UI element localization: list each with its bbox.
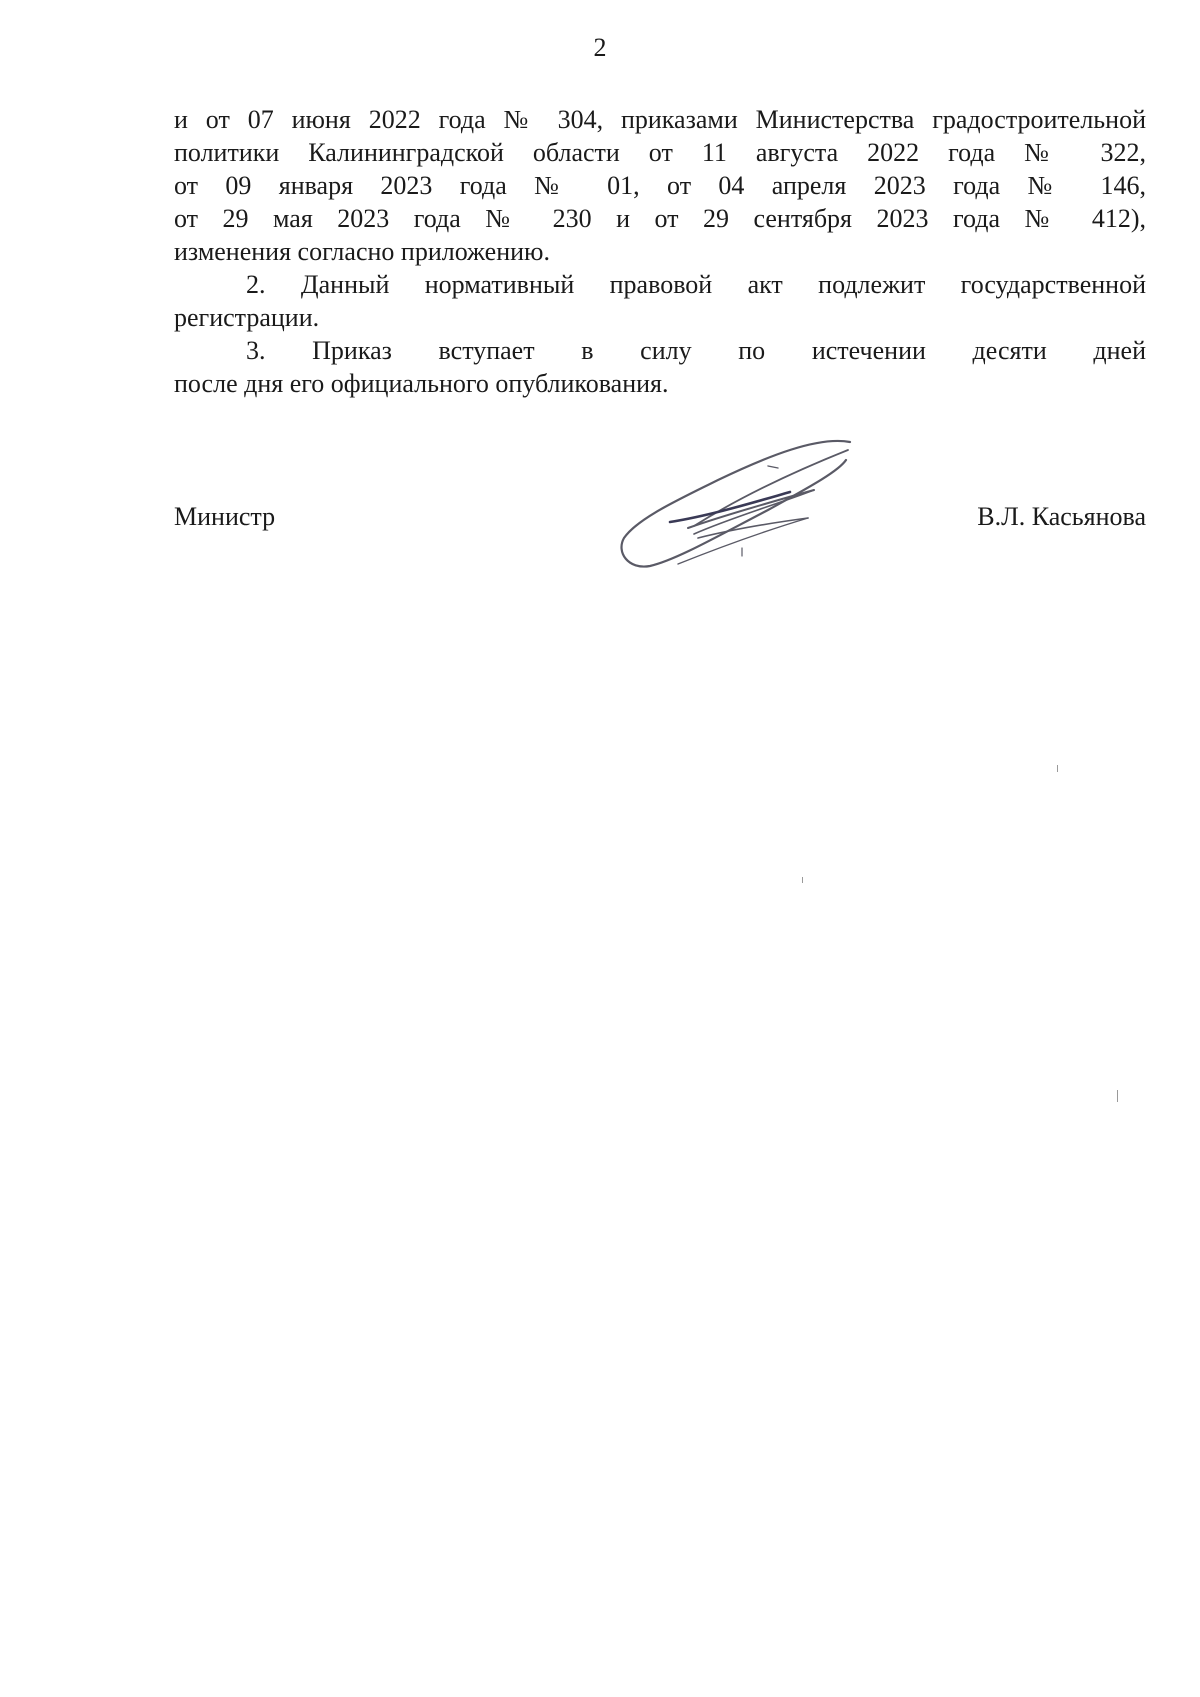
text-line: от 09 января 2023 года № 01, от 04 апреля 2023 года № 146, (174, 171, 1146, 200)
scan-speck (1117, 1090, 1118, 1102)
position-title: Министр (174, 502, 276, 531)
text-line: и от 07 июня 2022 года № 304, приказами Министерства градостроительной (174, 105, 1146, 134)
scan-speck (802, 877, 803, 883)
paragraph-amendments (174, 103, 1146, 268)
paragraph-effective-date (174, 334, 1146, 400)
text-line: 3. Приказ вступает в силу по истечении десяти дней (246, 336, 1146, 365)
text-line: после дня его официального опубликования. (174, 369, 669, 398)
document-body (174, 103, 1146, 400)
paragraph-registration (174, 268, 1146, 334)
scan-speck (1057, 765, 1058, 772)
page-number: 2 (593, 33, 607, 62)
signer-name: В.Л. Касьянова (977, 502, 1146, 531)
text-line: 2. Данный нормативный правовой акт подлежит государственной (246, 270, 1146, 299)
text-line: регистрации. (174, 303, 320, 332)
handwritten-signature-icon (618, 430, 858, 580)
text-line: политики Калининградской области от 11 августа 2022 года № 322, (174, 138, 1146, 167)
text-line: изменения согласно приложению. (174, 237, 550, 266)
text-line: от 29 мая 2023 года № 230 и от 29 сентября 2023 года № 412), (174, 204, 1146, 233)
